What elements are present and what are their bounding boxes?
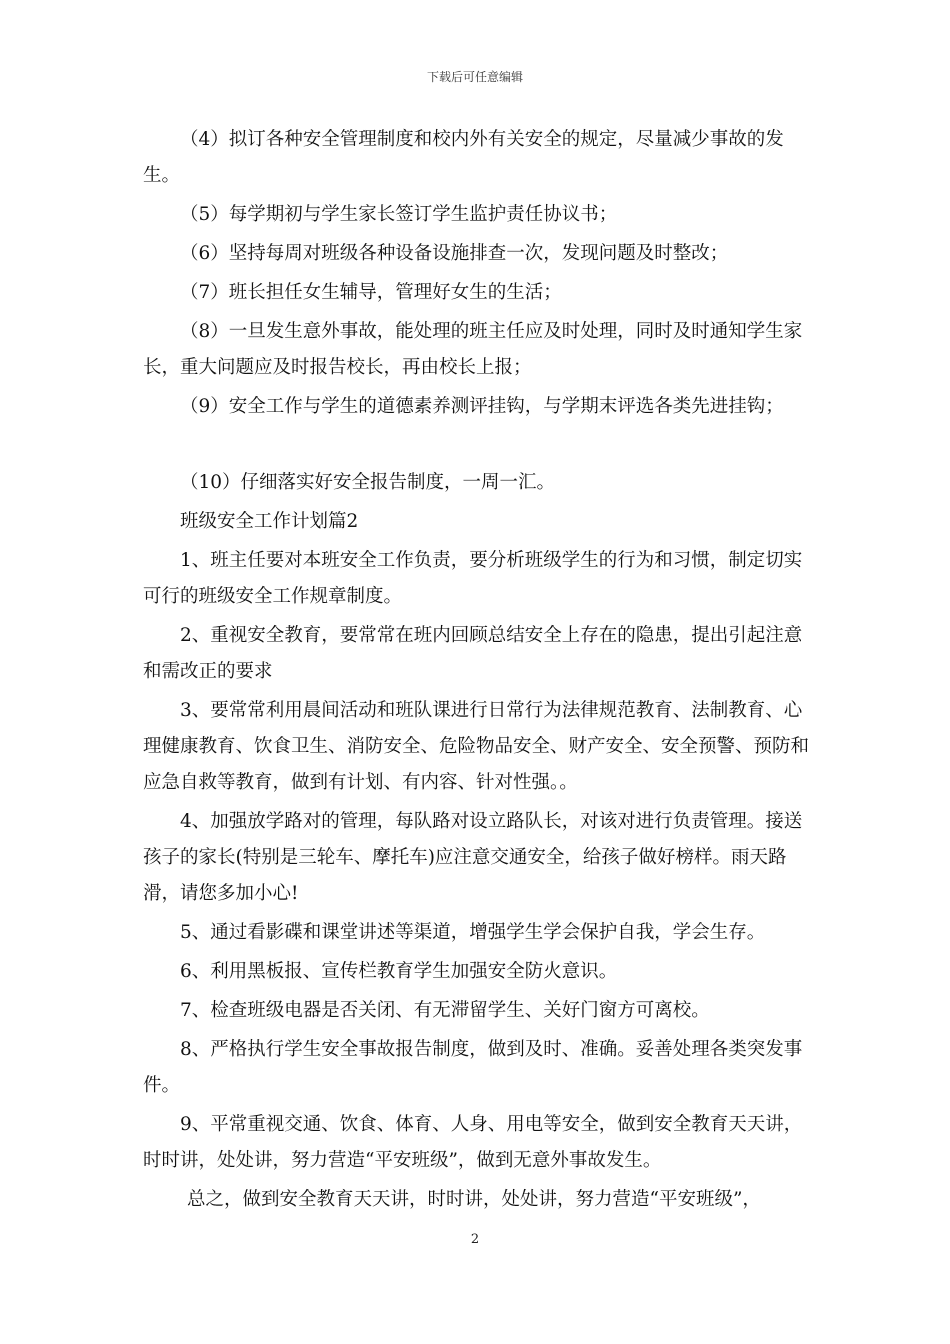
paragraph-point-7: 7、检查班级电器是否关闭、有无滞留学生、关好门窗方可离校。 (180, 1000, 710, 1021)
page-header: 下载后可任意编辑 (426, 70, 523, 84)
paragraph-point-3: 3、要常常利用晨间活动和班队课进行日常行为法律规范教育、法制教育、心理健康教育、饮食卫生、消防安全、危险物品安全、财产安全、安全预警、预防和应急自救等教育，做到有计划、有内容、针对性强。。 (143, 700, 810, 793)
paragraph-item-8: （8）一旦发生意外事故，能处理的班主任应及时处理，同时及时通知学生家长，重大问题应及时报告校长，再由校长上报； (143, 321, 803, 378)
paragraph-summary: 总之，做到安全教育天天讲，时时讲，处处讲，努力营造“平安班级”， (187, 1189, 761, 1210)
paragraph-point-8: 8、严格执行学生安全事故报告制度，做到及时、准确。妥善处理各类突发事件。 (143, 1039, 803, 1096)
paragraph-item-9: （9）安全工作与学生的道德素养测评挂钩，与学期末评选各类先进挂钩； (180, 396, 784, 417)
paragraph-point-2: 2、重视安全教育，要常常在班内回顾总结安全上存在的隐患，提出引起注意和需改正的要求 (143, 625, 803, 682)
paragraph-point-5: 5、通过看影碟和课堂讲述等渠道，增强学生学会保护自我，学会生存。 (180, 922, 766, 943)
page-number: 2 (470, 1232, 480, 1247)
paragraph-point-4: 4、加强放学路对的管理，每队路对设立路队长，对该对进行负责管理。接送孩子的家长(特别是三轮车、摩托车)应注意交通安全，给孩子做好榜样。雨天路滑，请您多加小心! (143, 811, 803, 904)
paragraph-item-5: （5）每学期初与学生家长签订学生监护责任协议书； (180, 204, 618, 225)
paragraph-point-6: 6、利用黑板报、宣传栏教育学生加强安全防火意识。 (180, 961, 618, 982)
paragraph-item-7: （7）班长担任女生辅导，管理好女生的生活； (180, 282, 562, 303)
paragraph-item-4: （4）拟订各种安全管理制度和校内外有关安全的规定，尽量减少事故的发生。 (143, 129, 784, 186)
paragraph-item-6: （6）坚持每周对班级各种设备设施排查一次，发现问题及时整改； (180, 243, 729, 264)
document-body (143, 122, 813, 1221)
section-heading: 班级安全工作计划篇2 (180, 511, 359, 532)
paragraph-item-10: （10）仔细落实好安全报告制度，一周一汇。 (180, 472, 556, 493)
paragraph-point-9: 9、平常重视交通、饮食、体育、人身、用电等安全，做到安全教育天天讲，时时讲，处处讲，努力营造“平安班级”，做到无意外事故发生。 (143, 1114, 803, 1171)
paragraph-point-1: 1、班主任要对本班安全工作负责，要分析班级学生的行为和习惯，制定切实可行的班级安全工作规章制度。 (143, 550, 803, 607)
